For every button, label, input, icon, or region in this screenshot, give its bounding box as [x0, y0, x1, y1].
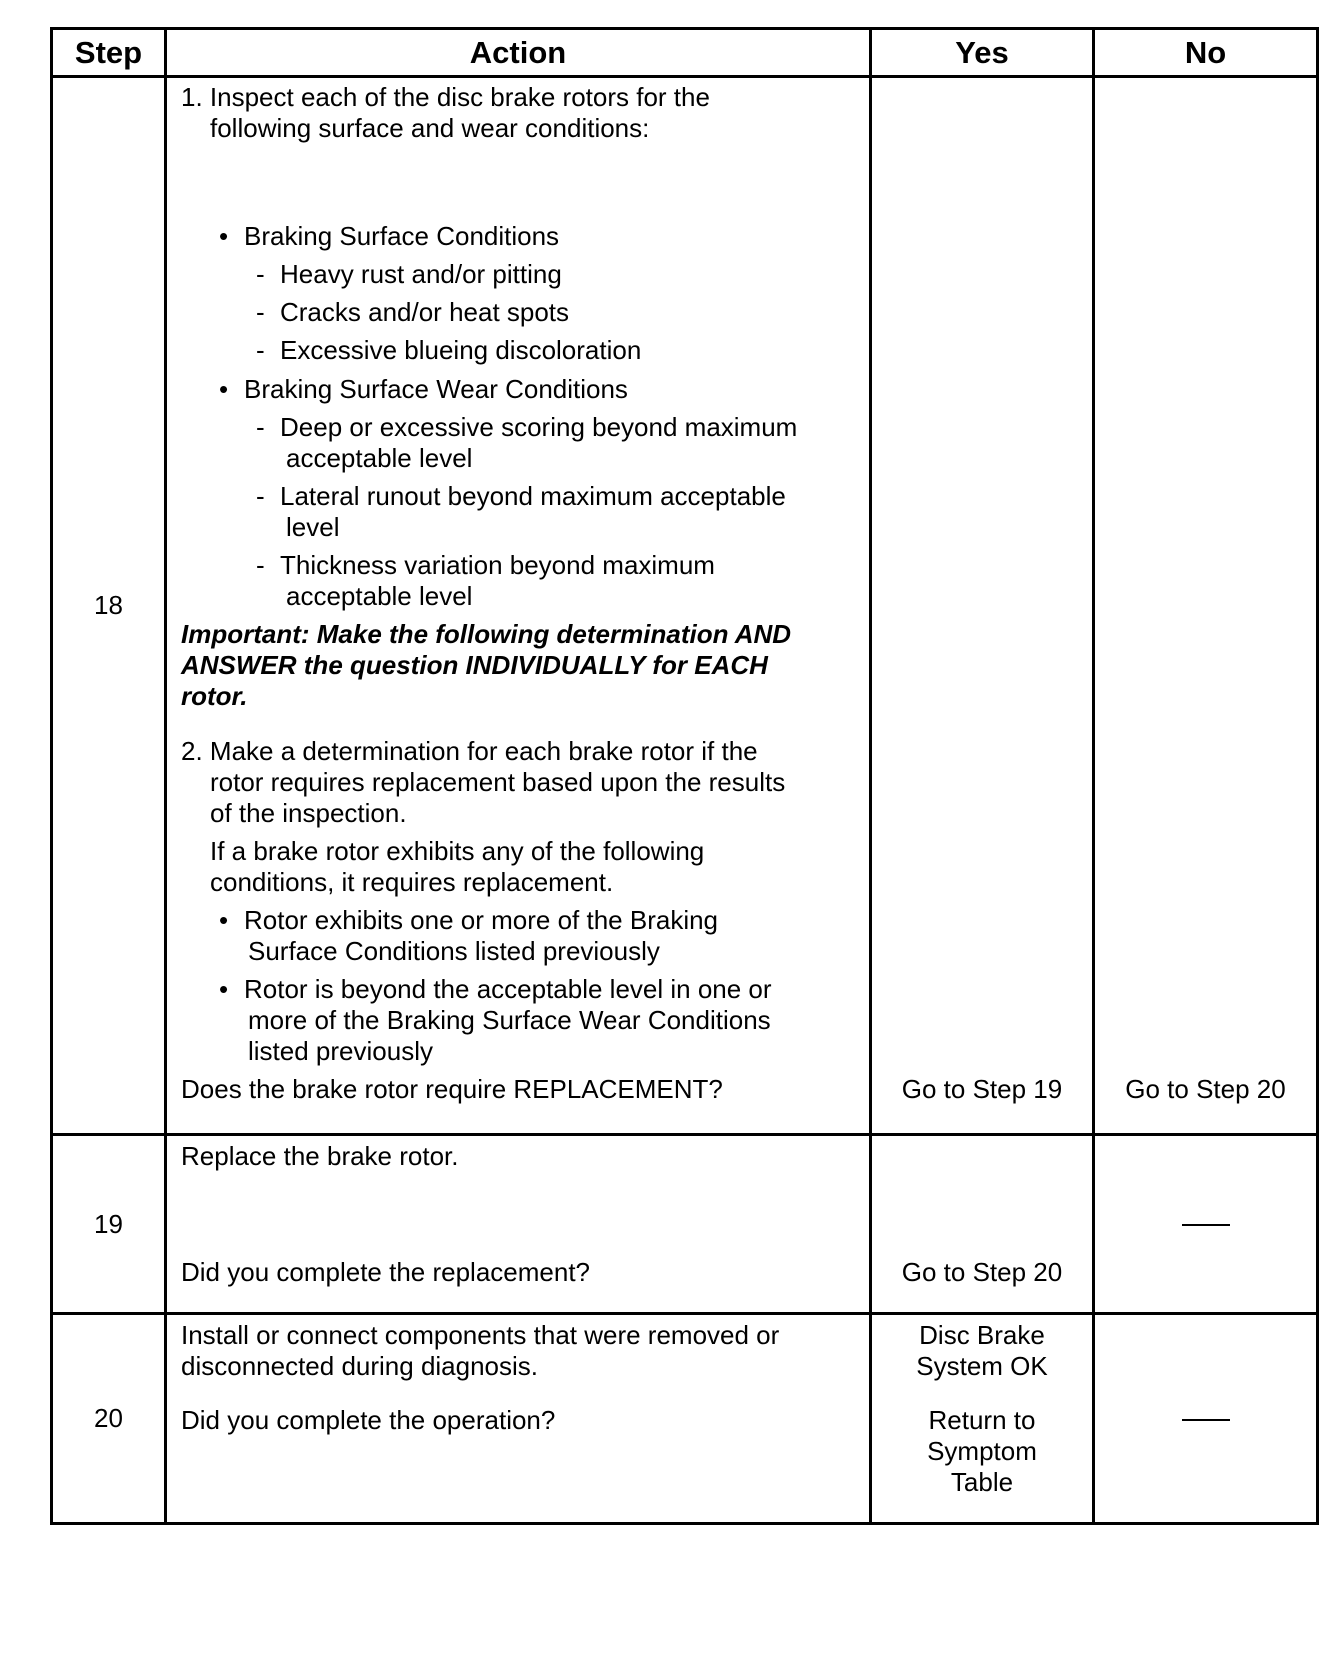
- diagnostic-step-table: [50, 27, 1319, 1525]
- no-result: Go to Step 20: [1125, 1074, 1286, 1104]
- no-result-dash: [1182, 1419, 1230, 1421]
- dash-marker: -: [256, 259, 265, 289]
- header-action: Action: [166, 29, 871, 77]
- dash-marker: -: [256, 481, 265, 511]
- no-cell-step-19: [1094, 1135, 1318, 1314]
- action-line: acceptable level: [286, 443, 473, 473]
- dash-marker: -: [256, 412, 265, 442]
- header-step: Step: [52, 29, 166, 77]
- yes-result: Go to Step 19: [901, 1074, 1063, 1104]
- action-line: Surface Conditions listed previously: [248, 936, 660, 966]
- yes-result: System OK: [916, 1351, 1048, 1381]
- bullet-icon: •: [219, 374, 229, 404]
- action-cell-step-20: [166, 1314, 871, 1524]
- bullet-icon: •: [219, 974, 229, 1004]
- table-row-step-20: [52, 1314, 1318, 1524]
- action-cell-step-18: [166, 77, 871, 1135]
- action-line: If a brake rotor exhibits any of the following: [210, 836, 705, 866]
- important-note: ANSWER the question INDIVIDUALLY for EACH: [181, 650, 768, 680]
- action-question: Did you complete the operation?: [181, 1405, 556, 1435]
- action-line: Rotor is beyond the acceptable level in one or: [244, 974, 772, 1004]
- dash-marker: -: [256, 335, 265, 365]
- step-number-18: 18: [52, 77, 166, 1135]
- action-line: Replace the brake rotor.: [181, 1141, 459, 1171]
- bullet-icon: •: [219, 221, 229, 251]
- action-line: listed previously: [248, 1036, 433, 1066]
- action-question: Did you complete the replacement?: [181, 1257, 591, 1287]
- yes-cell-step-18: [871, 77, 1094, 1135]
- table-row-step-19: [52, 1135, 1318, 1314]
- important-note: rotor.: [181, 681, 248, 711]
- step-number-19: 19: [52, 1135, 166, 1314]
- action-line: Rotor exhibits one or more of the Braking: [244, 905, 719, 935]
- action-line: Thickness variation beyond maximum: [280, 550, 715, 580]
- table-row-step-18: [52, 77, 1318, 1135]
- action-line: Heavy rust and/or pitting: [280, 259, 562, 289]
- yes-result: Disc Brake: [919, 1320, 1045, 1350]
- yes-result: Return to: [928, 1405, 1036, 1435]
- yes-result: Go to Step 20: [901, 1257, 1063, 1287]
- action-line: rotor requires replacement based upon the results: [210, 767, 786, 797]
- action-line: Install or connect components that were removed or: [181, 1320, 780, 1350]
- no-cell-step-18: [1094, 77, 1318, 1135]
- yes-result: Table: [950, 1467, 1014, 1497]
- no-result-dash: [1182, 1224, 1230, 1226]
- yes-cell-step-20: [871, 1314, 1094, 1524]
- action-line: Braking Surface Conditions: [244, 221, 560, 251]
- action-line: Cracks and/or heat spots: [280, 297, 570, 327]
- yes-result: Symptom: [927, 1436, 1037, 1466]
- action-line: disconnected during diagnosis.: [181, 1351, 539, 1381]
- action-line: acceptable level: [286, 581, 473, 611]
- important-note: Important: Make the following determination AND: [181, 619, 792, 649]
- header-no: No: [1094, 29, 1318, 77]
- no-cell-step-20: [1094, 1314, 1318, 1524]
- step-number-20: 20: [52, 1314, 166, 1524]
- action-line: Deep or excessive scoring beyond maximum: [280, 412, 798, 442]
- action-cell-step-19: [166, 1135, 871, 1314]
- action-line: more of the Braking Surface Wear Conditions: [248, 1005, 771, 1035]
- action-line: conditions, it requires replacement.: [210, 867, 614, 897]
- action-line: following surface and wear conditions:: [210, 113, 650, 143]
- dash-marker: -: [256, 297, 265, 327]
- action-line: Braking Surface Wear Conditions: [244, 374, 628, 404]
- action-line: 2. Make a determination for each brake rotor if the: [181, 736, 758, 766]
- action-line: Excessive blueing discoloration: [280, 335, 642, 365]
- dash-marker: -: [256, 550, 265, 580]
- action-line: level: [286, 512, 340, 542]
- header-row: [52, 29, 1318, 77]
- yes-cell-step-19: [871, 1135, 1094, 1314]
- action-line: Lateral runout beyond maximum acceptable: [280, 481, 786, 511]
- action-line: of the inspection.: [210, 798, 407, 828]
- bullet-icon: •: [219, 905, 229, 935]
- action-question: Does the brake rotor require REPLACEMENT?: [181, 1074, 723, 1104]
- action-line: 1. Inspect each of the disc brake rotors for the: [181, 82, 710, 112]
- header-yes: Yes: [871, 29, 1094, 77]
